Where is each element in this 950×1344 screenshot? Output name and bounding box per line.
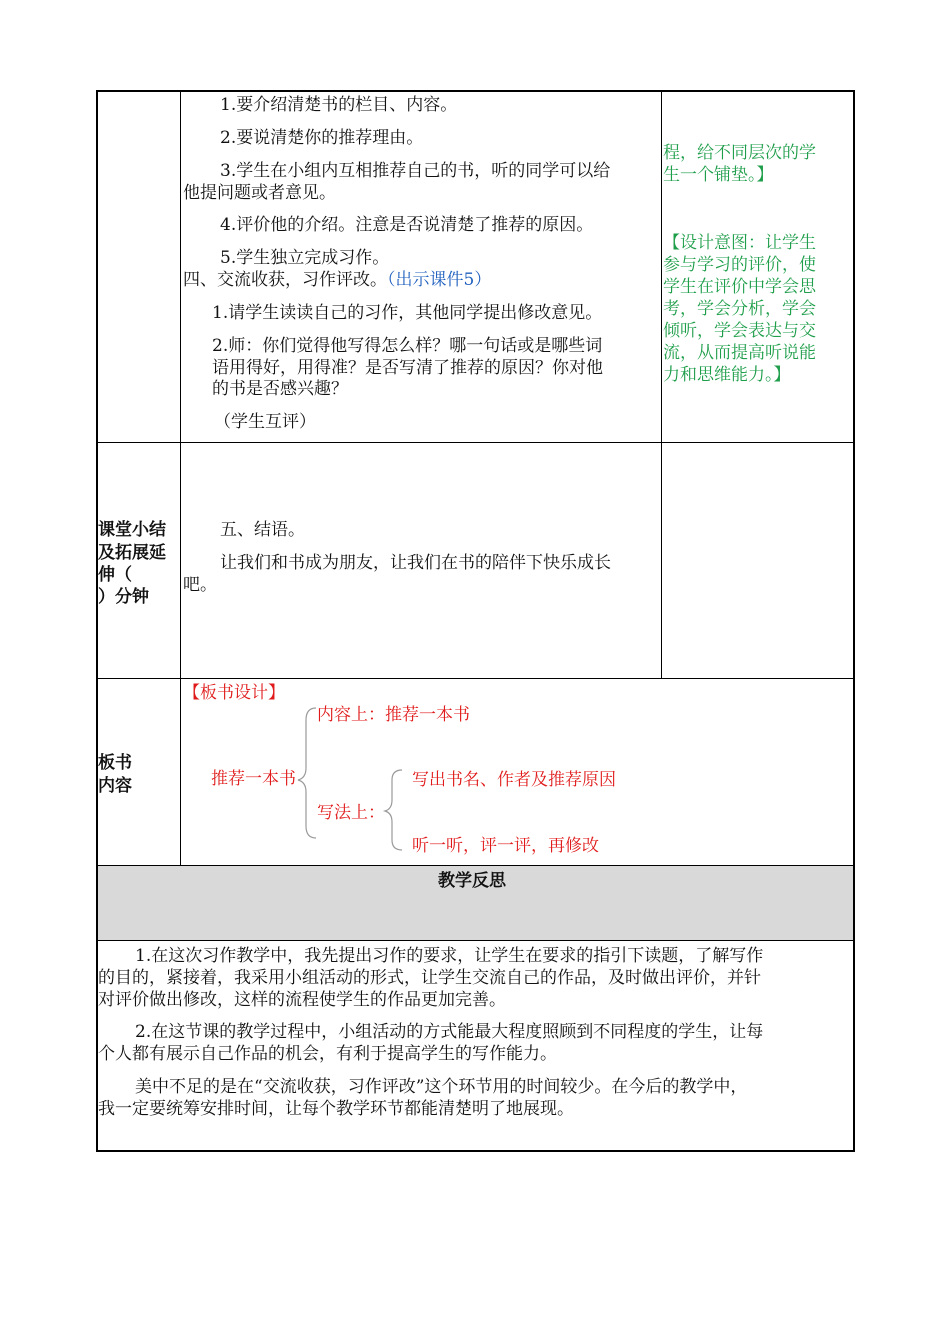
- row-divider-4: [96, 940, 855, 941]
- row1-item-5: 5.学生独立完成习作。: [220, 248, 390, 268]
- brace-method: [385, 770, 402, 850]
- design-intent-line-5: 倾听，学会表达与交: [663, 321, 816, 341]
- design-intent-line-7: 力和思维能力。】: [663, 365, 791, 385]
- section4-heading-line: [183, 270, 491, 290]
- brace-main: [298, 708, 316, 838]
- section4-item-2c: 的书是否感兴趣？: [212, 379, 348, 399]
- closing-body-line-1: 让我们和书成为朋友，让我们在书的陪伴下快乐成长: [220, 553, 611, 573]
- board-center-topic: 推荐一本书: [211, 769, 296, 789]
- board-branch-content: 内容上：推荐一本书: [317, 705, 470, 725]
- section4-item-2a: 2.师：你们觉得他写得怎么样？哪一句话或是哪些词: [212, 336, 603, 356]
- right-note-1-line-2: 生一个铺垫。】: [663, 165, 774, 185]
- row1-item-4: 4.评价他的介绍。注意是否说清楚了推荐的原因。: [220, 215, 594, 235]
- section4-item-2b: 语用得好，用得准？是否写清了推荐的原因？你对他: [212, 358, 603, 378]
- courseware-link[interactable]: （出示课件5）: [387, 270, 492, 290]
- row2-label-line-2: 及拓展延: [98, 543, 166, 563]
- reflection-p3-line-1: 美中不足的是在“交流收获，习作评改”这个环节用的时间较少。在今后的教学中，: [135, 1077, 748, 1097]
- row3-label-line-1: 板书: [98, 753, 132, 773]
- reflection-p1-line-1: 1.在这次习作教学中，我先提出习作的要求，让学生在要求的指引下读题，了解写作: [135, 946, 764, 966]
- closing-heading: 五、结语。: [220, 520, 305, 540]
- row2-label-line-4: ）分钟: [98, 587, 149, 607]
- row1-item-3a: 3.学生在小组内互相推荐自己的书，听的同学可以给: [220, 161, 611, 181]
- reflection-title: 教学反思: [438, 871, 506, 891]
- reflection-p1-line-2: 的目的，紧接着，我采用小组活动的形式，让学生交流自己的作品，及时做出评价，并针: [98, 968, 761, 988]
- reflection-p1-line-3: 对评价做出修改，这样的流程使学生的作品更加完善。: [98, 990, 506, 1010]
- right-note-1-line-1: 程，给不同层次的学: [663, 143, 816, 163]
- reflection-p2-line-2: 个人都有展示自己作品的机会，有利于提高学生的写作能力。: [98, 1044, 557, 1064]
- design-intent-line-1: 【设计意图：让学生: [663, 233, 816, 253]
- col-divider-2: [661, 90, 662, 679]
- table-border-right: [853, 90, 855, 1152]
- row1-item-3b: 他提问题或者意见。: [183, 183, 336, 203]
- design-intent-line-4: 考，学会分析，学会: [663, 299, 816, 319]
- board-method-2: 听一听，评一评，再修改: [412, 836, 599, 856]
- col-divider-1: [180, 90, 181, 866]
- row2-label-line-3: 伸（: [98, 565, 132, 585]
- board-braces: [290, 700, 410, 860]
- reflection-p3-line-2: 我一定要统筹安排时间，让每个教学环节都能清楚明了地展现。: [98, 1099, 574, 1119]
- row-divider-1: [96, 442, 855, 443]
- table-border-top: [96, 90, 855, 92]
- closing-body-line-2: 吧。: [183, 575, 217, 595]
- design-intent-line-6: 流，从而提高听说能: [663, 343, 816, 363]
- design-intent-line-2: 参与学习的评价，使: [663, 255, 816, 275]
- row1-item-1: 1.要介绍清楚书的栏目、内容。: [220, 95, 458, 115]
- row-divider-3: [96, 865, 855, 866]
- board-branch-method: 写法上：: [317, 803, 385, 823]
- section4-heading: 四、交流收获，习作评改。: [183, 270, 387, 290]
- design-intent-line-3: 学生在评价中学会思: [663, 277, 816, 297]
- row3-label-line-2: 内容: [98, 776, 132, 796]
- row1-item-2: 2.要说清楚你的推荐理由。: [220, 128, 424, 148]
- section4-item-1: 1.请学生读读自己的习作，其他同学提出修改意见。: [212, 303, 603, 323]
- row-divider-2: [96, 678, 855, 679]
- reflection-p2-line-1: 2.在这节课的教学过程中，小组活动的方式能最大程度照顾到不同程度的学生，让每: [135, 1022, 764, 1042]
- board-design-title: 【板书设计】: [183, 683, 285, 703]
- table-border-bottom: [96, 1150, 855, 1152]
- row2-label-line-1: 课堂小结: [98, 520, 166, 540]
- peer-review-note: （学生互评）: [214, 412, 316, 432]
- board-method-1: 写出书名、作者及推荐原因: [412, 770, 616, 790]
